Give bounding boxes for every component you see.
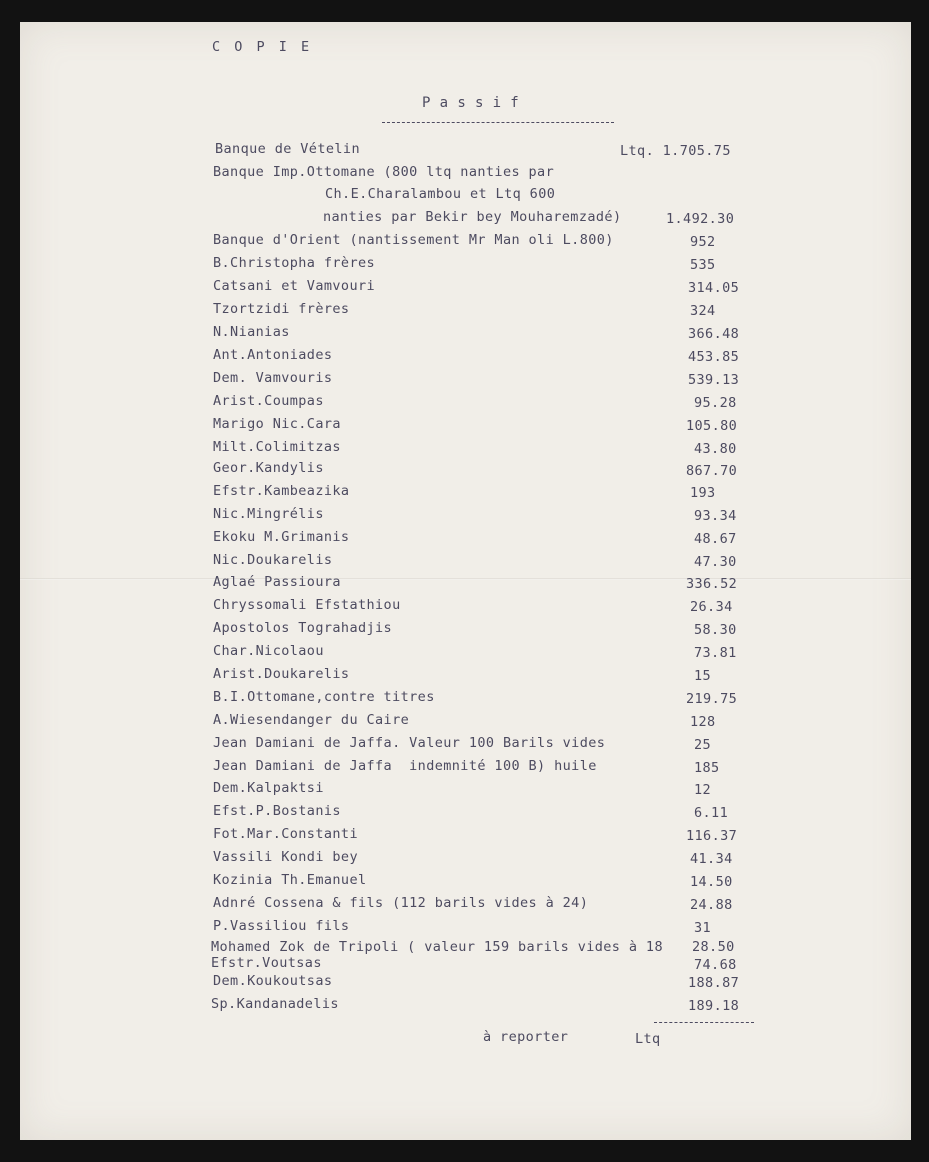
- entry-amount: 6.11: [694, 805, 729, 821]
- entry-name: Tzortzidi frères: [213, 301, 350, 317]
- entry-name: Mohamed Zok de Tripoli ( valeur 159 barils vides à 18: [211, 939, 663, 955]
- entry-amount: 14.50: [690, 874, 733, 890]
- entry-name: Vassili Kondi bey: [213, 849, 358, 865]
- entry-amount: 73.81: [694, 645, 737, 661]
- entry-amount: 366.48: [688, 326, 740, 342]
- entry-amount: 25: [694, 737, 712, 753]
- entry-amount: 867.70: [686, 463, 738, 479]
- entry-name: Nic.Mingrélis: [213, 506, 324, 522]
- entry-name: Dem.Kalpaktsi: [213, 780, 324, 796]
- entry-amount: 48.67: [694, 531, 737, 547]
- entry-name: N.Nianias: [213, 324, 290, 340]
- entry-name: Char.Nicolaou: [213, 643, 324, 659]
- entry-name: Fot.Mar.Constanti: [213, 826, 358, 842]
- entry-name: Banque Imp.Ottomane (800 ltq nanties par: [213, 164, 555, 180]
- entry-amount: 74.68: [694, 957, 737, 973]
- entry-name: Dem.Koukoutsas: [213, 973, 333, 989]
- entry-amount: 188.87: [688, 975, 740, 991]
- document-page: [20, 22, 911, 1140]
- entry-amount: 189.18: [688, 998, 740, 1014]
- entry-name: Ant.Antoniades: [213, 347, 333, 363]
- entry-amount: 314.05: [688, 280, 740, 296]
- entry-amount: 95.28: [694, 395, 737, 411]
- title-underline: [382, 122, 614, 123]
- entry-name: Chryssomali Efstathiou: [213, 597, 401, 613]
- entry-name: Aglaé Passioura: [213, 574, 341, 590]
- entry-amount: 116.37: [686, 828, 738, 844]
- entry-amount: 535: [690, 257, 716, 273]
- entry-name: Adnré Cossena & fils (112 barils vides à 24): [213, 895, 589, 911]
- entry-name: Jean Damiani de Jaffa. Valeur 100 Barils vides: [213, 735, 606, 751]
- entry-name: Banque de Vételin: [215, 141, 360, 157]
- entry-amount: 952: [690, 234, 716, 250]
- entry-name: Arist.Coumpas: [213, 393, 324, 409]
- entry-amount: 28.50: [692, 939, 735, 955]
- carry-forward-label: à reporter: [483, 1029, 569, 1045]
- entry-amount: 453.85: [688, 349, 740, 365]
- entry-name: A.Wiesendanger du Caire: [213, 712, 410, 728]
- entry-amount: 12: [694, 782, 712, 798]
- entry-name: P.Vassiliou fils: [213, 918, 350, 934]
- entry-name: Nic.Doukarelis: [213, 552, 333, 568]
- currency-label: Ltq: [635, 1031, 661, 1047]
- entry-name: Arist.Doukarelis: [213, 666, 350, 682]
- entry-name: nanties par Bekir bey Mouharemzadé): [323, 209, 622, 225]
- entry-name: Jean Damiani de Jaffa indemnité 100 B) huile: [213, 758, 597, 774]
- entry-amount: Ltq. 1.705.75: [620, 143, 731, 159]
- entry-name: Apostolos Tograhadjis: [213, 620, 393, 636]
- entry-amount: 31: [694, 920, 712, 936]
- entry-amount: 15: [694, 668, 712, 684]
- entry-amount: 43.80: [694, 441, 737, 457]
- entry-name: Catsani et Vamvouri: [213, 278, 376, 294]
- entry-name: Sp.Kandanadelis: [211, 996, 339, 1012]
- fold-crease: [20, 578, 911, 580]
- entry-name: Kozinia Th.Emanuel: [213, 872, 367, 888]
- entry-amount: 336.52: [686, 576, 738, 592]
- entry-amount: 47.30: [694, 554, 737, 570]
- entry-amount: 41.34: [690, 851, 733, 867]
- entry-name: Ch.E.Charalambou et Ltq 600: [325, 186, 556, 202]
- entry-name: Efstr.Kambeazika: [213, 483, 350, 499]
- entry-name: Marigo Nic.Cara: [213, 416, 341, 432]
- page-title: P a s s i f: [422, 95, 520, 111]
- entry-amount: 128: [690, 714, 716, 730]
- entry-name: B.Christopha frères: [213, 255, 376, 271]
- entry-amount: 93.34: [694, 508, 737, 524]
- entry-amount: 219.75: [686, 691, 738, 707]
- entry-amount: 539.13: [688, 372, 740, 388]
- entry-name: Milt.Colimitzas: [213, 439, 341, 455]
- entry-amount: 58.30: [694, 622, 737, 638]
- entry-name: Ekoku M.Grimanis: [213, 529, 350, 545]
- entry-name: Efstr.Voutsas: [211, 955, 322, 971]
- entry-amount: 185: [694, 760, 720, 776]
- entry-name: Geor.Kandylis: [213, 460, 324, 476]
- copy-label: C O P I E: [212, 39, 313, 55]
- entry-amount: 1.492.30: [666, 211, 735, 227]
- entry-amount: 193: [690, 485, 716, 501]
- entry-name: B.I.Ottomane,contre titres: [213, 689, 435, 705]
- entry-amount: 26.34: [690, 599, 733, 615]
- entry-amount: 324: [690, 303, 716, 319]
- entry-name: Banque d'Orient (nantissement Mr Man oli L.800): [213, 232, 614, 248]
- entry-name: Dem. Vamvouris: [213, 370, 333, 386]
- entry-amount: 24.88: [690, 897, 733, 913]
- entry-name: Efst.P.Bostanis: [213, 803, 341, 819]
- entry-amount: 105.80: [686, 418, 738, 434]
- total-separator: [654, 1022, 754, 1023]
